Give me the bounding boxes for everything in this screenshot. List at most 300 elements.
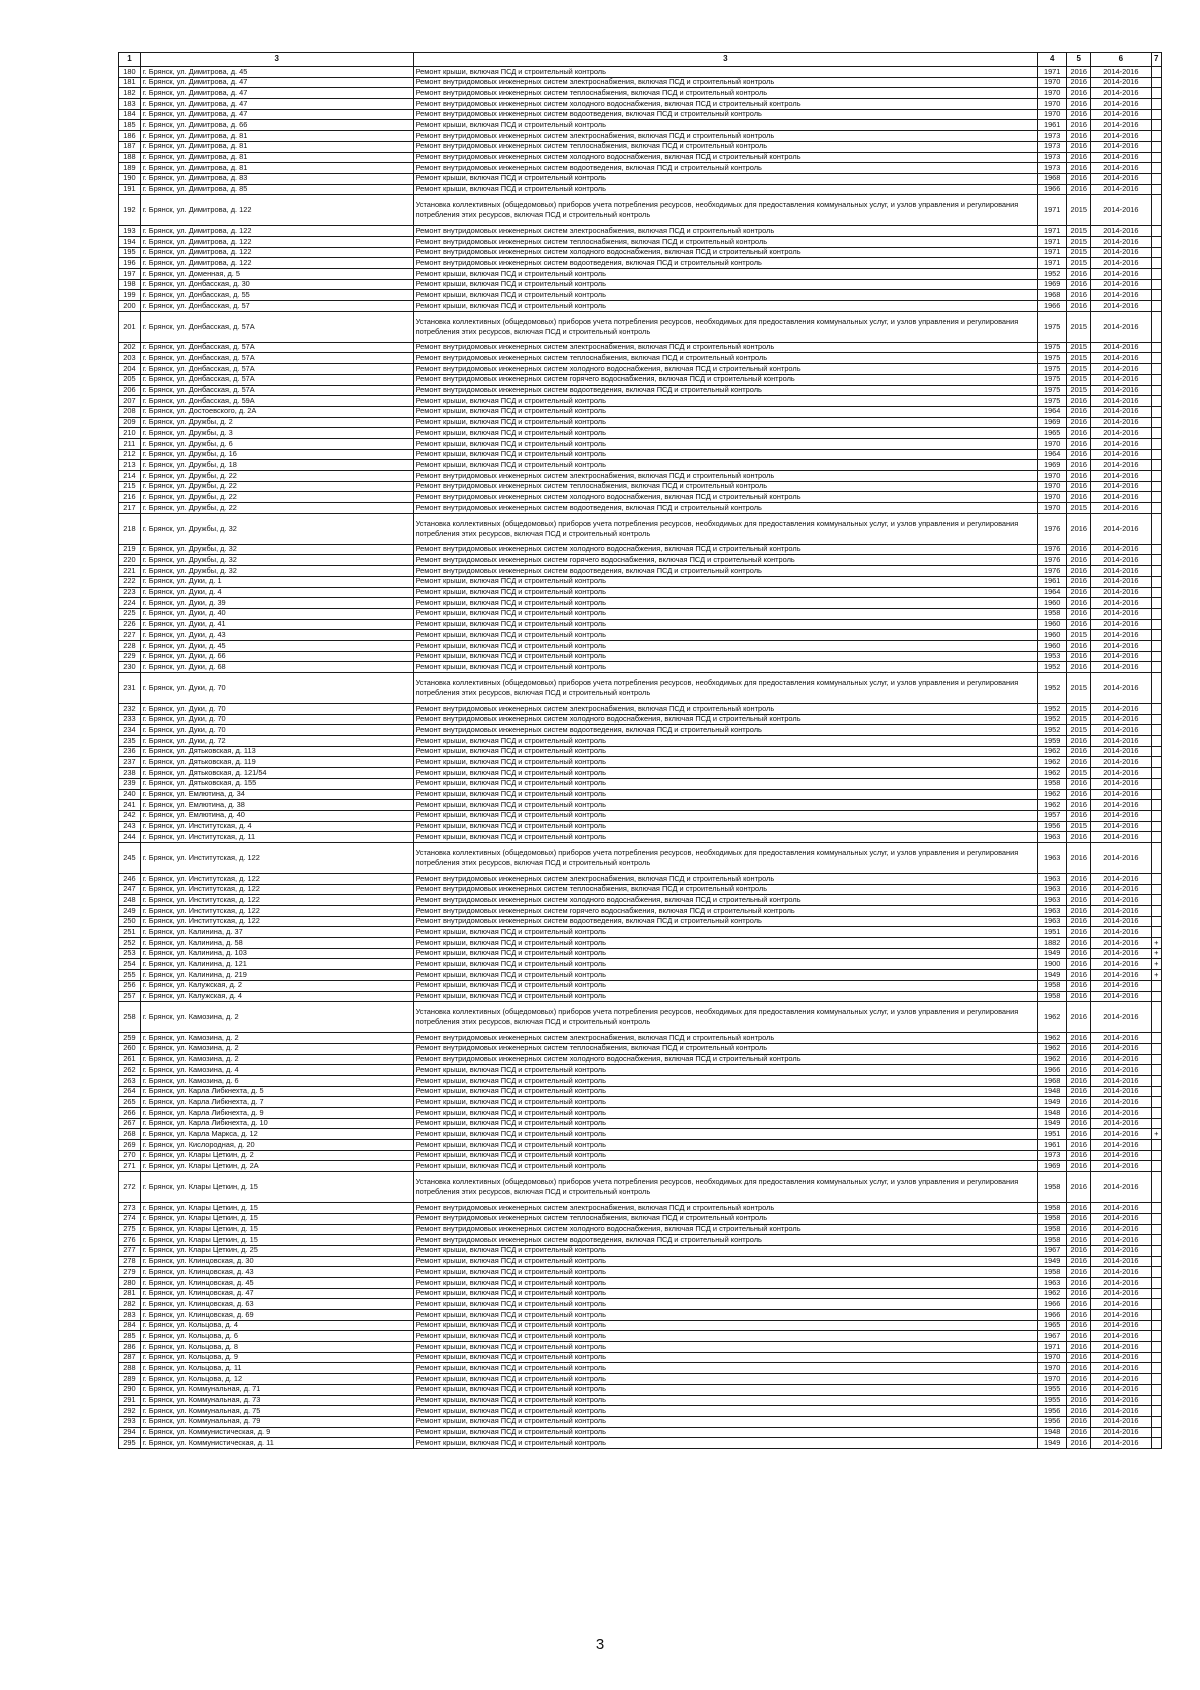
- period-cell: 2014-2016: [1091, 1406, 1151, 1417]
- period-cell: 2014-2016: [1091, 1065, 1151, 1076]
- address-cell: г. Брянск, ул. Кольцова, д. 12: [140, 1374, 413, 1385]
- plan-year-cell: 2016: [1067, 1172, 1091, 1203]
- plan-year-cell: 2016: [1067, 1086, 1091, 1097]
- work-type-cell: Ремонт крыши, включая ПСД и строительный контроль: [413, 406, 1038, 417]
- build-year-cell: 1955: [1038, 1384, 1067, 1395]
- work-type-cell: Ремонт крыши, включая ПСД и строительный контроль: [413, 662, 1038, 673]
- period-cell: 2014-2016: [1091, 619, 1151, 630]
- plan-year-cell: 2016: [1067, 77, 1091, 88]
- plan-year-cell: 2016: [1067, 1384, 1091, 1395]
- table-row: [119, 438, 1162, 449]
- work-type-cell: Ремонт внутридомовых инженерных систем теплоснабжения, включая ПСД и строительный контроль: [413, 236, 1038, 247]
- build-year-cell: 1956: [1038, 1406, 1067, 1417]
- plan-year-cell: 2016: [1067, 1108, 1091, 1119]
- build-year-cell: 1965: [1038, 1320, 1067, 1331]
- period-cell: 2014-2016: [1091, 342, 1151, 353]
- work-type-cell: Установка коллективных (общедомовых) приборов учета потребления ресурсов, необходимых для предоставления коммунальных услуг, и узлов управления и регулирования потребления этих ресурсов, включая ПСД и строительный контроль: [413, 1002, 1038, 1033]
- row-number: 276: [119, 1235, 141, 1246]
- build-year-cell: 1953: [1038, 651, 1067, 662]
- period-cell: 2014-2016: [1091, 832, 1151, 843]
- address-cell: г. Брянск, ул. Дуки, д. 43: [140, 630, 413, 641]
- work-type-cell: Ремонт внутридомовых инженерных систем электроснабжения, включая ПСД и строительный контроль: [413, 1203, 1038, 1214]
- row-number: 293: [119, 1416, 141, 1427]
- row-number: 198: [119, 279, 141, 290]
- plan-year-cell: 2016: [1067, 1140, 1091, 1151]
- row-number: 195: [119, 247, 141, 258]
- period-cell: 2014-2016: [1091, 195, 1151, 226]
- plan-year-cell: 2015: [1067, 768, 1091, 779]
- plan-year-cell: 2016: [1067, 301, 1091, 312]
- mark-cell: [1151, 991, 1161, 1002]
- address-cell: г. Брянск, ул. Донбасская, д. 57: [140, 301, 413, 312]
- mark-cell: [1151, 364, 1161, 375]
- table-row: [119, 1416, 1162, 1427]
- period-cell: 2014-2016: [1091, 895, 1151, 906]
- period-cell: 2014-2016: [1091, 884, 1151, 895]
- build-year-cell: 1968: [1038, 173, 1067, 184]
- mark-cell: [1151, 396, 1161, 407]
- build-year-cell: 1952: [1038, 714, 1067, 725]
- row-number: 241: [119, 800, 141, 811]
- row-number: 239: [119, 778, 141, 789]
- row-number: 243: [119, 821, 141, 832]
- table-row: [119, 884, 1162, 895]
- period-cell: 2014-2016: [1091, 1118, 1151, 1129]
- plan-year-cell: 2016: [1067, 1395, 1091, 1406]
- mark-cell: [1151, 810, 1161, 821]
- table-row: [119, 640, 1162, 651]
- row-number: 240: [119, 789, 141, 800]
- plan-year-cell: 2015: [1067, 195, 1091, 226]
- address-cell: г. Брянск, ул. Доменная, д. 5: [140, 269, 413, 280]
- mark-cell: [1151, 1320, 1161, 1331]
- mark-cell: [1151, 746, 1161, 757]
- plan-year-cell: 2016: [1067, 449, 1091, 460]
- table-row: [119, 778, 1162, 789]
- table-row: [119, 1277, 1162, 1288]
- row-number: 252: [119, 938, 141, 949]
- build-year-cell: 1956: [1038, 1416, 1067, 1427]
- row-number: 291: [119, 1395, 141, 1406]
- plan-year-cell: 2015: [1067, 725, 1091, 736]
- plan-year-cell: 2016: [1067, 1363, 1091, 1374]
- mark-cell: [1151, 342, 1161, 353]
- address-cell: г. Брянск, ул. Дуки, д. 70: [140, 704, 413, 715]
- address-cell: г. Брянск, ул. Клары Цеткин, д. 15: [140, 1213, 413, 1224]
- period-cell: 2014-2016: [1091, 236, 1151, 247]
- work-type-cell: Установка коллективных (общедомовых) приборов учета потребления ресурсов, необходимых для предоставления коммунальных услуг, и узлов управления и регулирования потребления этих ресурсов, включая ПСД и строительный контроль: [413, 195, 1038, 226]
- work-type-cell: Ремонт крыши, включая ПСД и строительный контроль: [413, 428, 1038, 439]
- table-row: [119, 247, 1162, 258]
- build-year-cell: 1976: [1038, 566, 1067, 577]
- address-cell: г. Брянск, ул. Клинцовская, д. 63: [140, 1299, 413, 1310]
- mark-cell: [1151, 428, 1161, 439]
- build-year-cell: 1967: [1038, 1245, 1067, 1256]
- build-year-cell: 1969: [1038, 1161, 1067, 1172]
- work-type-cell: Ремонт крыши, включая ПСД и строительный контроль: [413, 736, 1038, 747]
- period-cell: 2014-2016: [1091, 1288, 1151, 1299]
- mark-cell: [1151, 916, 1161, 927]
- build-year-cell: 1951: [1038, 927, 1067, 938]
- work-type-cell: Ремонт внутридомовых инженерных систем холодного водоснабжения, включая ПСД и строительный контроль: [413, 1224, 1038, 1235]
- mark-cell: [1151, 630, 1161, 641]
- build-year-cell: 1962: [1038, 1002, 1067, 1033]
- address-cell: г. Брянск, ул. Клары Цеткин, д. 15: [140, 1172, 413, 1203]
- plan-year-cell: 2016: [1067, 927, 1091, 938]
- work-type-cell: Установка коллективных (общедомовых) приборов учета потребления ресурсов, необходимых для предоставления коммунальных услуг, и узлов управления и регулирования потребления этих ресурсов, включая ПСД и строительный контроль: [413, 513, 1038, 544]
- row-number: 221: [119, 566, 141, 577]
- row-number: 286: [119, 1342, 141, 1353]
- build-year-cell: 1975: [1038, 353, 1067, 364]
- plan-year-cell: 2016: [1067, 428, 1091, 439]
- build-year-cell: 1963: [1038, 1277, 1067, 1288]
- work-type-cell: Ремонт внутридомовых инженерных систем электроснабжения, включая ПСД и строительный контроль: [413, 342, 1038, 353]
- address-cell: г. Брянск, ул. Коммунальная, д. 79: [140, 1416, 413, 1427]
- address-cell: г. Брянск, ул. Институтская, д. 122: [140, 873, 413, 884]
- work-type-cell: Ремонт внутридомовых инженерных систем водоотведения, включая ПСД и строительный контроль: [413, 566, 1038, 577]
- work-type-cell: Ремонт крыши, включая ПСД и строительный контроль: [413, 959, 1038, 970]
- plan-year-cell: 2016: [1067, 1438, 1091, 1449]
- address-cell: г. Брянск, ул. Дуки, д. 70: [140, 714, 413, 725]
- work-type-cell: Ремонт крыши, включая ПСД и строительный контроль: [413, 1256, 1038, 1267]
- plan-year-cell: 2016: [1067, 842, 1091, 873]
- address-cell: г. Брянск, ул. Димитрова, д. 47: [140, 77, 413, 88]
- table-row: [119, 619, 1162, 630]
- work-type-cell: Ремонт крыши, включая ПСД и строительный контроль: [413, 1150, 1038, 1161]
- table-row: [119, 290, 1162, 301]
- address-cell: г. Брянск, ул. Дружбы, д. 2: [140, 417, 413, 428]
- period-cell: 2014-2016: [1091, 1267, 1151, 1278]
- build-year-cell: 1971: [1038, 67, 1067, 78]
- address-cell: г. Брянск, ул. Клинцовская, д. 47: [140, 1288, 413, 1299]
- mark-cell: [1151, 1245, 1161, 1256]
- build-year-cell: 1963: [1038, 884, 1067, 895]
- address-cell: г. Брянск, ул. Дуки, д. 68: [140, 662, 413, 673]
- plan-year-cell: 2016: [1067, 513, 1091, 544]
- build-year-cell: 1957: [1038, 810, 1067, 821]
- mark-cell: [1151, 311, 1161, 342]
- row-number: 272: [119, 1172, 141, 1203]
- build-year-cell: 1970: [1038, 1352, 1067, 1363]
- period-cell: 2014-2016: [1091, 1277, 1151, 1288]
- work-type-cell: Ремонт крыши, включая ПСД и строительный контроль: [413, 1267, 1038, 1278]
- table-row: [119, 980, 1162, 991]
- row-number: 200: [119, 301, 141, 312]
- work-type-cell: Ремонт крыши, включая ПСД и строительный контроль: [413, 460, 1038, 471]
- plan-year-cell: 2016: [1067, 396, 1091, 407]
- build-year-cell: 1952: [1038, 673, 1067, 704]
- work-type-cell: Ремонт крыши, включая ПСД и строительный контроль: [413, 1342, 1038, 1353]
- period-cell: 2014-2016: [1091, 417, 1151, 428]
- mark-cell: [1151, 438, 1161, 449]
- mark-cell: [1151, 374, 1161, 385]
- build-year-cell: 1960: [1038, 598, 1067, 609]
- mark-cell: [1151, 1299, 1161, 1310]
- plan-year-cell: 2015: [1067, 311, 1091, 342]
- table-row: [119, 714, 1162, 725]
- work-type-cell: Ремонт крыши, включая ПСД и строительный контроль: [413, 746, 1038, 757]
- mark-cell: [1151, 141, 1161, 152]
- work-type-cell: Установка коллективных (общедомовых) приборов учета потребления ресурсов, необходимых для предоставления коммунальных услуг, и узлов управления и регулирования потребления этих ресурсов, включая ПСД и строительный контроль: [413, 311, 1038, 342]
- period-cell: 2014-2016: [1091, 576, 1151, 587]
- work-type-cell: Ремонт крыши, включая ПСД и строительный контроль: [413, 640, 1038, 651]
- work-type-cell: Ремонт внутридомовых инженерных систем холодного водоснабжения, включая ПСД и строительный контроль: [413, 99, 1038, 110]
- row-number: 224: [119, 598, 141, 609]
- build-year-cell: 1963: [1038, 842, 1067, 873]
- plan-year-cell: 2016: [1067, 492, 1091, 503]
- period-cell: 2014-2016: [1091, 1245, 1151, 1256]
- address-cell: г. Брянск, ул. Клинцовская, д. 30: [140, 1256, 413, 1267]
- mark-cell: [1151, 417, 1161, 428]
- table-row: [119, 1374, 1162, 1385]
- plan-year-cell: 2016: [1067, 1150, 1091, 1161]
- period-cell: 2014-2016: [1091, 1108, 1151, 1119]
- row-number: 220: [119, 555, 141, 566]
- work-type-cell: Ремонт крыши, включая ПСД и строительный контроль: [413, 1086, 1038, 1097]
- row-number: 249: [119, 906, 141, 917]
- address-cell: г. Брянск, ул. Донбасская, д. 57А: [140, 311, 413, 342]
- work-type-cell: Ремонт крыши, включая ПСД и строительный контроль: [413, 67, 1038, 78]
- table-row: [119, 1097, 1162, 1108]
- address-cell: г. Брянск, ул. Димитрова, д. 85: [140, 184, 413, 195]
- build-year-cell: 1963: [1038, 906, 1067, 917]
- plan-year-cell: 2016: [1067, 1320, 1091, 1331]
- address-cell: г. Брянск, ул. Донбасская, д. 59А: [140, 396, 413, 407]
- address-cell: г. Брянск, ул. Калинина, д. 37: [140, 927, 413, 938]
- period-cell: 2014-2016: [1091, 109, 1151, 120]
- build-year-cell: 1970: [1038, 471, 1067, 482]
- table-row: [119, 195, 1162, 226]
- table-row: [119, 736, 1162, 747]
- plan-year-cell: 2016: [1067, 1299, 1091, 1310]
- build-year-cell: 1949: [1038, 970, 1067, 981]
- plan-year-cell: 2016: [1067, 438, 1091, 449]
- mark-cell: [1151, 247, 1161, 258]
- build-year-cell: 1970: [1038, 438, 1067, 449]
- plan-year-cell: 2016: [1067, 141, 1091, 152]
- build-year-cell: 1958: [1038, 608, 1067, 619]
- work-type-cell: Ремонт крыши, включая ПСД и строительный контроль: [413, 1065, 1038, 1076]
- row-number: 285: [119, 1331, 141, 1342]
- address-cell: г. Брянск, ул. Коммунальная, д. 71: [140, 1384, 413, 1395]
- build-year-cell: 1973: [1038, 152, 1067, 163]
- table-row: [119, 396, 1162, 407]
- build-year-cell: 1965: [1038, 428, 1067, 439]
- table-row: [119, 1384, 1162, 1395]
- mark-cell: [1151, 555, 1161, 566]
- period-cell: 2014-2016: [1091, 991, 1151, 1002]
- work-type-cell: Ремонт крыши, включая ПСД и строительный контроль: [413, 927, 1038, 938]
- build-year-cell: 1959: [1038, 736, 1067, 747]
- build-year-cell: 1958: [1038, 1235, 1067, 1246]
- mark-cell: [1151, 608, 1161, 619]
- period-cell: 2014-2016: [1091, 131, 1151, 142]
- address-cell: г. Брянск, ул. Дуки, д. 4: [140, 587, 413, 598]
- address-cell: г. Брянск, ул. Карла Либкнехта, д. 5: [140, 1086, 413, 1097]
- table-row: [119, 141, 1162, 152]
- address-cell: г. Брянск, ул. Дружбы, д. 22: [140, 471, 413, 482]
- row-number: 279: [119, 1267, 141, 1278]
- build-year-cell: 1971: [1038, 1342, 1067, 1353]
- work-type-cell: Ремонт внутридомовых инженерных систем теплоснабжения, включая ПСД и строительный контроль: [413, 353, 1038, 364]
- address-cell: г. Брянск, ул. Клары Цеткин, д. 2: [140, 1150, 413, 1161]
- address-cell: г. Брянск, ул. Дружбы, д. 32: [140, 513, 413, 544]
- mark-cell: [1151, 173, 1161, 184]
- work-type-cell: Ремонт крыши, включая ПСД и строительный контроль: [413, 1438, 1038, 1449]
- plan-year-cell: 2016: [1067, 1043, 1091, 1054]
- build-year-cell: 1960: [1038, 630, 1067, 641]
- period-cell: 2014-2016: [1091, 916, 1151, 927]
- register-body: [119, 67, 1162, 1449]
- plan-year-cell: 2015: [1067, 353, 1091, 364]
- plan-year-cell: 2015: [1067, 258, 1091, 269]
- row-number: 250: [119, 916, 141, 927]
- work-type-cell: Ремонт крыши, включая ПСД и строительный контроль: [413, 1352, 1038, 1363]
- build-year-cell: 1966: [1038, 1065, 1067, 1076]
- period-cell: 2014-2016: [1091, 651, 1151, 662]
- plan-year-cell: 2016: [1067, 938, 1091, 949]
- work-type-cell: Ремонт крыши, включая ПСД и строительный контроль: [413, 651, 1038, 662]
- plan-year-cell: 2016: [1067, 980, 1091, 991]
- mark-cell: [1151, 236, 1161, 247]
- build-year-cell: 1964: [1038, 449, 1067, 460]
- period-cell: 2014-2016: [1091, 980, 1151, 991]
- col-header-7: 7: [1151, 53, 1161, 67]
- work-type-cell: Ремонт крыши, включая ПСД и строительный контроль: [413, 301, 1038, 312]
- address-cell: г. Брянск, ул. Клары Цеткин, д. 15: [140, 1203, 413, 1214]
- address-cell: г. Брянск, ул. Калинина, д. 219: [140, 970, 413, 981]
- plan-year-cell: 2016: [1067, 884, 1091, 895]
- build-year-cell: 1963: [1038, 895, 1067, 906]
- build-year-cell: 1882: [1038, 938, 1067, 949]
- row-number: 283: [119, 1310, 141, 1321]
- mark-cell: [1151, 1118, 1161, 1129]
- build-year-cell: 1962: [1038, 789, 1067, 800]
- row-number: 199: [119, 290, 141, 301]
- mark-cell: [1151, 131, 1161, 142]
- build-year-cell: 1969: [1038, 460, 1067, 471]
- address-cell: г. Брянск, ул. Дружбы, д. 32: [140, 544, 413, 555]
- table-row: [119, 364, 1162, 375]
- plan-year-cell: 2016: [1067, 800, 1091, 811]
- address-cell: г. Брянск, ул. Димитрова, д. 66: [140, 120, 413, 131]
- plan-year-cell: 2016: [1067, 1213, 1091, 1224]
- table-row: [119, 109, 1162, 120]
- address-cell: г. Брянск, ул. Коммунальная, д. 75: [140, 1406, 413, 1417]
- mark-cell: [1151, 778, 1161, 789]
- period-cell: 2014-2016: [1091, 364, 1151, 375]
- work-type-cell: Ремонт внутридомовых инженерных систем горячего водоснабжения, включая ПСД и строительный контроль: [413, 374, 1038, 385]
- period-cell: 2014-2016: [1091, 1224, 1151, 1235]
- row-number: 183: [119, 99, 141, 110]
- mark-cell: [1151, 513, 1161, 544]
- address-cell: г. Брянск, ул. Емлютина, д. 38: [140, 800, 413, 811]
- mark-cell: [1151, 980, 1161, 991]
- work-type-cell: Ремонт крыши, включая ПСД и строительный контроль: [413, 1363, 1038, 1374]
- row-number: 254: [119, 959, 141, 970]
- mark-cell: [1151, 1342, 1161, 1353]
- period-cell: 2014-2016: [1091, 1384, 1151, 1395]
- period-cell: 2014-2016: [1091, 789, 1151, 800]
- mark-cell: [1151, 1374, 1161, 1385]
- row-number: 192: [119, 195, 141, 226]
- period-cell: 2014-2016: [1091, 428, 1151, 439]
- address-cell: г. Брянск, ул. Карла Либкнехта, д. 10: [140, 1118, 413, 1129]
- table-row: [119, 1256, 1162, 1267]
- address-cell: г. Брянск, ул. Дуки, д. 72: [140, 736, 413, 747]
- build-year-cell: 1970: [1038, 503, 1067, 514]
- build-year-cell: 1962: [1038, 746, 1067, 757]
- build-year-cell: 1970: [1038, 109, 1067, 120]
- row-number: 211: [119, 438, 141, 449]
- table-row: [119, 1161, 1162, 1172]
- mark-cell: [1151, 1150, 1161, 1161]
- row-number: 194: [119, 236, 141, 247]
- period-cell: 2014-2016: [1091, 640, 1151, 651]
- period-cell: 2014-2016: [1091, 406, 1151, 417]
- mark-cell: [1151, 704, 1161, 715]
- row-number: 205: [119, 374, 141, 385]
- address-cell: г. Брянск, ул. Дружбы, д. 22: [140, 481, 413, 492]
- row-number: 185: [119, 120, 141, 131]
- table-row: [119, 651, 1162, 662]
- plan-year-cell: 2016: [1067, 1342, 1091, 1353]
- address-cell: г. Брянск, ул. Дружбы, д. 6: [140, 438, 413, 449]
- work-type-cell: Ремонт крыши, включая ПСД и строительный контроль: [413, 1245, 1038, 1256]
- table-row: [119, 970, 1162, 981]
- period-cell: 2014-2016: [1091, 906, 1151, 917]
- address-cell: г. Брянск, ул. Камозина, д. 2: [140, 1002, 413, 1033]
- period-cell: 2014-2016: [1091, 269, 1151, 280]
- work-type-cell: Ремонт внутридомовых инженерных систем водоотведения, включая ПСД и строительный контроль: [413, 1235, 1038, 1246]
- row-number: 201: [119, 311, 141, 342]
- work-type-cell: Ремонт внутридомовых инженерных систем теплоснабжения, включая ПСД и строительный контроль: [413, 481, 1038, 492]
- work-type-cell: Ремонт внутридомовых инженерных систем электроснабжения, включая ПСД и строительный контроль: [413, 1033, 1038, 1044]
- address-cell: г. Брянск, ул. Дятьковская, д. 155: [140, 778, 413, 789]
- row-number: 282: [119, 1299, 141, 1310]
- mark-cell: [1151, 195, 1161, 226]
- plan-year-cell: 2016: [1067, 88, 1091, 99]
- plan-year-cell: 2016: [1067, 109, 1091, 120]
- table-row: [119, 927, 1162, 938]
- build-year-cell: 1969: [1038, 417, 1067, 428]
- work-type-cell: Ремонт крыши, включая ПСД и строительный контроль: [413, 1310, 1038, 1321]
- mark-cell: [1151, 640, 1161, 651]
- mark-cell: [1151, 1002, 1161, 1033]
- plan-year-cell: 2016: [1067, 1002, 1091, 1033]
- work-type-cell: Ремонт крыши, включая ПСД и строительный контроль: [413, 120, 1038, 131]
- mark-cell: [1151, 1075, 1161, 1086]
- address-cell: г. Брянск, ул. Карла Либкнехта, д. 9: [140, 1108, 413, 1119]
- work-type-cell: Ремонт крыши, включая ПСД и строительный контроль: [413, 417, 1038, 428]
- address-cell: г. Брянск, ул. Дуки, д. 39: [140, 598, 413, 609]
- mark-cell: [1151, 842, 1161, 873]
- row-number: 210: [119, 428, 141, 439]
- period-cell: 2014-2016: [1091, 1331, 1151, 1342]
- address-cell: г. Брянск, ул. Дружбы, д. 22: [140, 492, 413, 503]
- table-row: [119, 120, 1162, 131]
- period-cell: 2014-2016: [1091, 1140, 1151, 1151]
- period-cell: 2014-2016: [1091, 279, 1151, 290]
- period-cell: 2014-2016: [1091, 587, 1151, 598]
- build-year-cell: 1962: [1038, 1288, 1067, 1299]
- mark-cell: +: [1151, 938, 1161, 949]
- plan-year-cell: 2016: [1067, 1374, 1091, 1385]
- mark-cell: [1151, 544, 1161, 555]
- address-cell: г. Брянск, ул. Кольцова, д. 4: [140, 1320, 413, 1331]
- column-number-row: [119, 53, 1162, 67]
- plan-year-cell: 2016: [1067, 152, 1091, 163]
